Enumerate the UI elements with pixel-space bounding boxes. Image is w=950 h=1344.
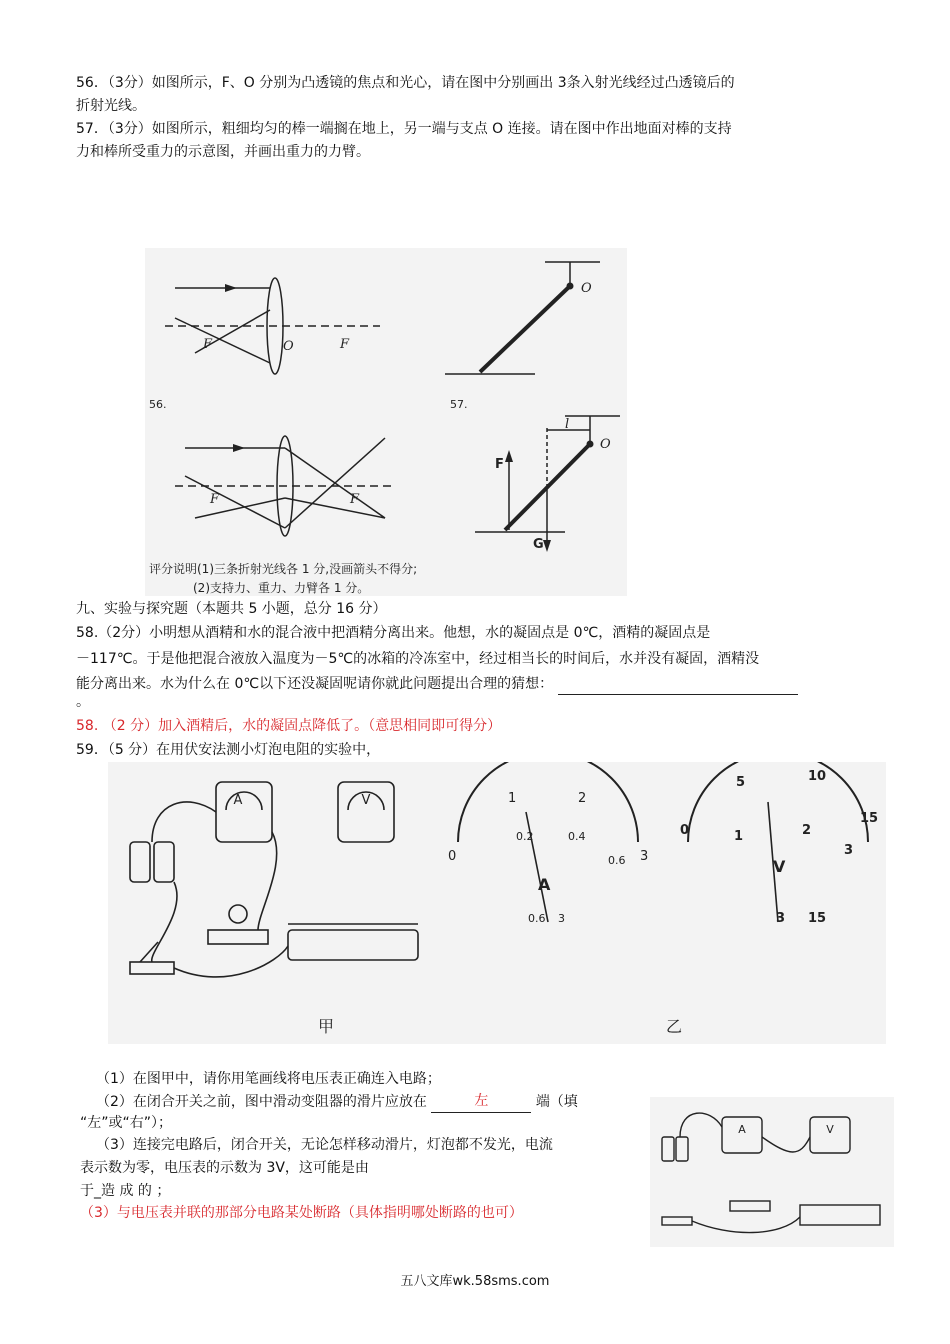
q58-line3-text: 能分离出来。水为什么在 0℃以下还没凝固呢请你就此问题提出合理的猜想： [76, 676, 554, 692]
sm-switch [662, 1217, 692, 1225]
voltmeter-symbol: V [361, 793, 371, 808]
label-F-force: F [495, 457, 504, 472]
battery-2 [154, 842, 174, 882]
q59-part2-text-b: 端（填 [535, 1094, 578, 1110]
v-term-15: 15 [808, 911, 827, 926]
label-56: 56. [149, 398, 167, 411]
q59-part1: （1）在图甲中，请你用笔画线将电压表正确连入电路； [96, 1071, 441, 1087]
lens-rod-figure [145, 248, 627, 596]
ammeter-dial [458, 762, 638, 842]
sm-wire-1 [680, 1113, 722, 1137]
sm-wire-3 [692, 1217, 800, 1233]
lamp-bulb [229, 905, 247, 923]
label-F-2: F [340, 337, 350, 352]
v-tick-0: 0 [680, 823, 690, 838]
pivot-o-bottom [587, 441, 594, 448]
section-9-heading: 九、实验与探究题（本题共 5 小题，总分 16 分） [76, 601, 387, 617]
pivot-o-top [567, 283, 574, 290]
label-jia: 甲 [318, 1017, 335, 1036]
note-2: (2)支持力、重力、力臂各 1 分。 [193, 581, 370, 595]
q59-text: 59．（5 分）在用伏安法测小灯泡电阻的实验中， [76, 742, 381, 758]
q59-part3-cont: 表示数为零，电压表的示数为 3V，这可能是由 [80, 1160, 369, 1176]
label-O-rod: O [581, 281, 592, 296]
a-term-3: 3 [558, 912, 565, 925]
sm-battery-2 [676, 1137, 688, 1161]
v-term-3: 3 [776, 911, 786, 926]
lens-rod-svg [145, 248, 627, 596]
label-l: l [565, 417, 570, 432]
q59-part2 [96, 1090, 656, 1113]
q59-part2-text: （2）在闭合开关之前，图中滑动变阻器的滑片应放在 [96, 1094, 427, 1110]
sm-a-symbol: A [738, 1123, 746, 1136]
sm-wire-2 [762, 1137, 810, 1152]
q59-part3-cont2: 于_造 成 的 ； [80, 1183, 171, 1199]
q58-period: 。 [76, 694, 90, 710]
small-circuit-svg [650, 1097, 894, 1247]
q58-line1: 58.（2分）小明想从酒精和水的混合液中把酒精分离出来。他想，水的凝固点是 0℃，酒精的凝固点是 [76, 625, 711, 641]
small-circuit-figure [650, 1097, 894, 1247]
a-meter-symbol: A [538, 875, 551, 894]
sm-rheostat [800, 1205, 880, 1225]
note-1: 评分说明(1)三条折射光线各 1 分,没画箭头不得分; [149, 562, 418, 576]
ammeter [216, 782, 272, 842]
label-57: 57. [450, 398, 468, 411]
q59-part2-answer[interactable]: 左 [431, 1090, 531, 1113]
sm-battery-1 [662, 1137, 674, 1161]
v-tick-15: 15 [860, 811, 879, 826]
battery-1 [130, 842, 150, 882]
q57-text: 57．（3分）如图所示，粗细均匀的棒一端搁在地上，另一端与支点 O 连接。请在图中作出地面对棒的支持 [76, 121, 732, 137]
q56-text: 56．（3分）如图所示，F、O 分别为凸透镜的焦点和光心，请在图中分别画出 3条入射光线经过凸透镜后的 [76, 75, 735, 91]
q59-part2-cont: “左”或“右”）； [80, 1115, 173, 1131]
ammeter-needle [526, 812, 548, 922]
page-footer: 五八文库wk.58sms.com [400, 1274, 550, 1289]
arrow-gravity [543, 540, 551, 552]
sm-v-symbol: V [826, 1123, 834, 1136]
sm-lamp-base [730, 1201, 770, 1211]
a-tick-04: 0.4 [568, 830, 586, 843]
rheostat [288, 930, 418, 960]
a-tick-2: 2 [578, 791, 587, 806]
v-tick-3: 3 [844, 843, 854, 858]
arrow-1 [225, 284, 237, 292]
wire-4 [258, 832, 277, 930]
q58-line2: －117℃。于是他把混合液放入温度为－5℃的冰箱的冷冻室中，经过相当长的时间后，水并没有凝固，酒精没 [76, 651, 760, 667]
label-F-1: F [203, 337, 213, 352]
a-tick-1: 1 [508, 791, 517, 806]
wire-1 [152, 802, 216, 842]
label-O-rod-b: O [600, 437, 611, 452]
label-G: G [533, 537, 544, 552]
v-tick-2: 2 [802, 823, 812, 838]
label-O-1: O [283, 339, 294, 354]
label-F-3: F [210, 492, 220, 507]
q59-part3-answer: （3）与电压表并联的那部分电路某处断路（具体指明哪处断路的也可） [80, 1205, 523, 1221]
label-yi: 乙 [666, 1017, 683, 1036]
a-tick-3: 3 [640, 849, 649, 864]
switch [130, 962, 174, 974]
ammeter-arc [226, 792, 262, 810]
ray-2 [175, 318, 270, 363]
ray-b3 [195, 498, 285, 518]
v-meter-symbol: V [773, 857, 786, 876]
q56-text-cont: 折射光线。 [76, 98, 146, 114]
a-tick-06: 0.6 [608, 854, 626, 867]
a-term-06: 0.6 [528, 912, 546, 925]
q59-part3: （3）连接完电路后，闭合开关，无论怎样移动滑片，灯泡都不发光，电流 [96, 1137, 553, 1153]
v-tick-5: 5 [736, 775, 746, 790]
rod-top [480, 286, 570, 372]
circuit-svg [108, 762, 886, 1044]
q57-text-cont: 力和棒所受重力的示意图，并画出重力的力臂。 [76, 144, 370, 160]
wire-3 [174, 946, 288, 977]
v-tick-1: 1 [734, 829, 744, 844]
arrow-support [505, 450, 513, 462]
arrow-b1 [233, 444, 245, 452]
lamp-base [208, 930, 268, 944]
circuit-figure [108, 762, 886, 1044]
wire-2 [152, 882, 177, 962]
voltmeter [338, 782, 394, 842]
a-tick-02: 0.2 [516, 830, 534, 843]
label-F-4: F [350, 492, 360, 507]
voltmeter-dial [688, 762, 868, 842]
ammeter-symbol: A [233, 793, 243, 808]
v-tick-10: 10 [808, 769, 827, 784]
a-tick-0: 0 [448, 849, 457, 864]
q58-answer: 58. （2 分）加入酒精后，水的凝固点降低了。（意思相同即可得分） [76, 718, 502, 734]
